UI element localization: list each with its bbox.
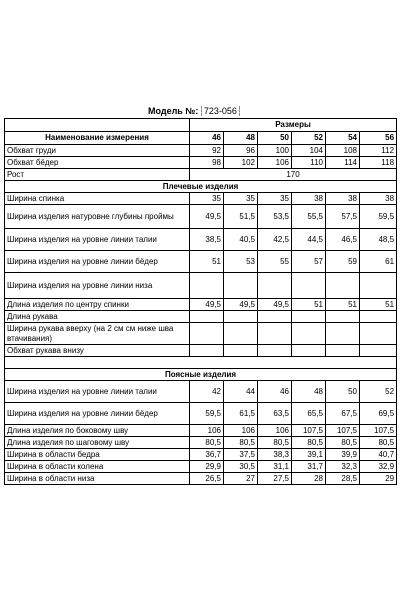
table-row: [5, 273, 397, 299]
measurement-value: [326, 311, 360, 323]
measurement-value: 38,3: [258, 449, 292, 461]
table-row: [5, 437, 397, 449]
measurement-value: [326, 273, 360, 299]
measurement-table: [4, 118, 397, 485]
table-row: [5, 157, 397, 169]
model-code: 723-056: [201, 106, 240, 116]
table-row: [5, 449, 397, 461]
height-value: 170: [190, 169, 397, 181]
measurement-value: 51: [190, 251, 224, 273]
measurement-value: 59,5: [190, 403, 224, 425]
measurement-value: [292, 311, 326, 323]
measurement-value: 53: [224, 251, 258, 273]
measurement-value: 107,5: [326, 425, 360, 437]
header-row-sizes: [5, 119, 397, 132]
measurement-value: 59,5: [360, 205, 397, 229]
measurement-value: 65,5: [292, 403, 326, 425]
measurement-value: 29,9: [190, 461, 224, 473]
measurement-value: 114: [326, 157, 360, 169]
measurement-value: 30,5: [224, 461, 258, 473]
table-row: [5, 403, 397, 425]
measurement-name: Длина изделия по боковому шву: [5, 425, 190, 437]
measurement-value: [292, 273, 326, 299]
section-row: [5, 181, 397, 193]
measurement-value: 44: [224, 381, 258, 403]
measurement-value: 98: [190, 157, 224, 169]
measurement-value: 39,9: [326, 449, 360, 461]
measurement-value: 106: [190, 425, 224, 437]
measurement-value: [190, 273, 224, 299]
table-row: [5, 311, 397, 323]
measurement-name: Ширина в области низа: [5, 473, 190, 485]
measurement-value: 118: [360, 157, 397, 169]
table-row: [5, 145, 397, 157]
table-row: [5, 473, 397, 485]
table-row: [5, 425, 397, 437]
measurement-value: 112: [360, 145, 397, 157]
measurement-name: Длина рукава: [5, 311, 190, 323]
measurement-value: 80,5: [224, 437, 258, 449]
measurement-value: [190, 323, 224, 345]
measurement-value: 102: [224, 157, 258, 169]
measurement-name: Ширина в области колена: [5, 461, 190, 473]
measurement-value: 69,5: [360, 403, 397, 425]
measurement-value: 51: [292, 299, 326, 311]
table-row: [5, 299, 397, 311]
measurement-value: 52: [360, 381, 397, 403]
measurement-value: 100: [258, 145, 292, 157]
measurement-value: [224, 345, 258, 357]
header-row-names: [5, 132, 397, 145]
table-row: [5, 251, 397, 273]
sizes-header: Размеры: [190, 119, 397, 132]
blank-cell: [5, 357, 397, 369]
measurement-name: Обхват груди: [5, 145, 190, 157]
height-label: Рост: [5, 169, 190, 181]
measurement-value: [360, 273, 397, 299]
measurement-value: 38: [360, 193, 397, 205]
measurement-value: 42,5: [258, 229, 292, 251]
table-row: [5, 205, 397, 229]
model-number: [148, 106, 240, 118]
measurement-value: 35: [224, 193, 258, 205]
measurement-value: [258, 323, 292, 345]
measurement-value: 53,5: [258, 205, 292, 229]
measurement-value: [360, 323, 397, 345]
measurement-value: [258, 273, 292, 299]
measurement-value: [326, 345, 360, 357]
measurement-name-header: Наименование измерения: [5, 132, 190, 145]
table-row: [5, 381, 397, 403]
size-header-54: 54: [326, 132, 360, 145]
measurement-value: 67,5: [326, 403, 360, 425]
measurement-value: 106: [258, 425, 292, 437]
measurement-value: [258, 345, 292, 357]
table-row: [5, 193, 397, 205]
measurement-value: [224, 273, 258, 299]
measurement-name: Длина изделия по центру спинки: [5, 299, 190, 311]
measurement-value: 46,5: [326, 229, 360, 251]
measurement-value: 49,5: [258, 299, 292, 311]
measurement-value: 55: [258, 251, 292, 273]
measurement-value: 80,5: [292, 437, 326, 449]
measurement-value: 27,5: [258, 473, 292, 485]
measurement-value: 42: [190, 381, 224, 403]
measurement-value: [292, 323, 326, 345]
measurement-value: 26,5: [190, 473, 224, 485]
measurement-value: 28: [292, 473, 326, 485]
measurement-value: 48: [292, 381, 326, 403]
measurement-name: Длина изделия по шаговому шву: [5, 437, 190, 449]
measurement-value: 40,5: [224, 229, 258, 251]
measurement-value: 37,5: [224, 449, 258, 461]
header-blank-cell: [5, 119, 190, 132]
measurement-value: 57: [292, 251, 326, 273]
measurement-name: Ширина в области бедра: [5, 449, 190, 461]
measurement-value: 40,7: [360, 449, 397, 461]
height-row: [5, 169, 397, 181]
measurement-value: 59: [326, 251, 360, 273]
measurement-value: 51: [360, 299, 397, 311]
measurement-name: Ширина изделия натуровне глубины проймы: [5, 205, 190, 229]
measurement-value: 108: [326, 145, 360, 157]
measurement-value: 32,9: [360, 461, 397, 473]
measurement-value: [190, 311, 224, 323]
measurement-value: 32,3: [326, 461, 360, 473]
measurement-value: 36,7: [190, 449, 224, 461]
measurement-name: Обхват рукава внизу: [5, 345, 190, 357]
measurement-name: Ширина изделия на уровне линии талии: [5, 381, 190, 403]
measurement-value: 38,5: [190, 229, 224, 251]
blank-row: [5, 357, 397, 369]
measurement-value: 57,5: [326, 205, 360, 229]
measurement-name: Ширина спинка: [5, 193, 190, 205]
measurement-value: 27: [224, 473, 258, 485]
measurement-value: 80,5: [360, 437, 397, 449]
measurement-value: [360, 345, 397, 357]
measurement-value: 96: [224, 145, 258, 157]
table-row: [5, 345, 397, 357]
measurement-value: 35: [190, 193, 224, 205]
measurement-value: 55,5: [292, 205, 326, 229]
size-header-48: 48: [224, 132, 258, 145]
measurement-value: [258, 311, 292, 323]
size-header-56: 56: [360, 132, 397, 145]
measurement-value: [292, 345, 326, 357]
measurement-value: 49,5: [190, 299, 224, 311]
measurement-value: 49,5: [190, 205, 224, 229]
table-row: [5, 323, 397, 345]
measurement-value: 28,5: [326, 473, 360, 485]
measurement-value: 107,5: [292, 425, 326, 437]
measurement-value: 31,1: [258, 461, 292, 473]
measurement-value: 63,5: [258, 403, 292, 425]
measurement-value: 80,5: [190, 437, 224, 449]
measurement-value: 106: [224, 425, 258, 437]
measurement-name: Ширина рукава вверху (на 2 см см ниже шва втачивания): [5, 323, 190, 345]
measurement-value: 61,5: [224, 403, 258, 425]
measurement-value: [360, 311, 397, 323]
size-header-46: 46: [190, 132, 224, 145]
measurement-name: Ширина изделия на уровне линии бёдер: [5, 403, 190, 425]
size-header-50: 50: [258, 132, 292, 145]
measurement-value: [190, 345, 224, 357]
measurement-value: 48,5: [360, 229, 397, 251]
measurement-value: 46: [258, 381, 292, 403]
measurement-value: 104: [292, 145, 326, 157]
measurement-value: 35: [258, 193, 292, 205]
measurement-name: Ширина изделия на уровне линии талии: [5, 229, 190, 251]
measurement-value: 38: [292, 193, 326, 205]
measurement-value: [224, 311, 258, 323]
measurement-value: 38: [326, 193, 360, 205]
measurement-value: 80,5: [258, 437, 292, 449]
model-label: Модель №:: [148, 106, 199, 116]
section-row: [5, 369, 397, 381]
measurement-value: 50: [326, 381, 360, 403]
measurement-value: 107,5: [360, 425, 397, 437]
measurement-value: 29: [360, 473, 397, 485]
section-waist-title: Поясные изделия: [5, 369, 397, 381]
measurement-name: Ширина изделия на уровне линии бёдер: [5, 251, 190, 273]
measurement-value: 44,5: [292, 229, 326, 251]
measurement-name: Обхват бёдер: [5, 157, 190, 169]
measurement-value: 51,5: [224, 205, 258, 229]
measurement-value: 39,1: [292, 449, 326, 461]
measurement-value: 110: [292, 157, 326, 169]
section-shoulder-title: Плечевые изделия: [5, 181, 397, 193]
measurement-value: 92: [190, 145, 224, 157]
measurement-value: [224, 323, 258, 345]
table-row: [5, 461, 397, 473]
measurement-value: 51: [326, 299, 360, 311]
table-row: [5, 229, 397, 251]
measurement-value: 49,5: [224, 299, 258, 311]
measurement-value: 80,5: [326, 437, 360, 449]
size-header-52: 52: [292, 132, 326, 145]
measurement-name: Ширина изделия на уровне линии низа: [5, 273, 190, 299]
measurement-value: 61: [360, 251, 397, 273]
measurement-value: 31,7: [292, 461, 326, 473]
measurement-value: 106: [258, 157, 292, 169]
measurement-value: [326, 323, 360, 345]
